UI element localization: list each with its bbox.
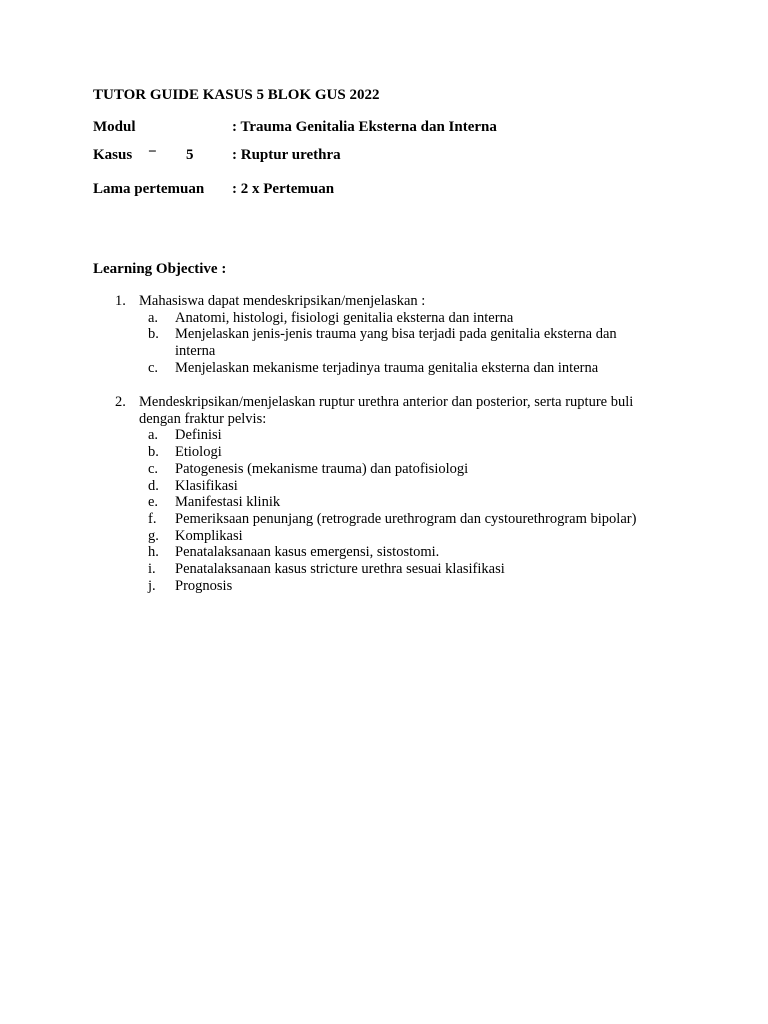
objective-2 (115, 394, 675, 604)
list-item-letter: j. (148, 577, 156, 594)
meta-row-modul (93, 119, 693, 139)
list-item (148, 310, 668, 327)
objective-number: 1. (115, 293, 126, 309)
meta-label-modul: Modul (93, 119, 136, 135)
list-item-text: Klasifikasi (175, 477, 238, 494)
list-item-letter: b. (148, 326, 159, 343)
list-item-text: Menjelaskan mekanisme terjadinya trauma genitalia eksterna dan interna (175, 359, 599, 376)
objective-number: 2. (115, 394, 126, 410)
meta-row-lama (93, 181, 693, 201)
meta-label-kasus: Kasus (93, 147, 133, 163)
list-item-text: Penatalaksanaan kasus stricture urethra sesuai klasifikasi (175, 561, 505, 578)
learning-objective-heading: Learning Objective : (93, 261, 227, 277)
list-item (148, 326, 668, 359)
objective-1 (115, 293, 675, 383)
list-item-text: Komplikasi (175, 527, 243, 544)
list-item (148, 494, 668, 511)
meta-value-lama: : 2 x Pertemuan (232, 181, 335, 197)
list-item-letter: h. (148, 544, 159, 561)
meta-dash-kasus: − (148, 144, 157, 160)
objective-text: Mahasiswa dapat mendeskripsikan/menjelaskan : (139, 293, 426, 309)
list-item-letter: d. (148, 477, 159, 494)
meta-number-kasus: 5 (186, 147, 194, 163)
list-item-text: Anatomi, histologi, fisiologi genitalia eksterna dan interna (175, 309, 514, 326)
list-item-letter: b. (148, 444, 159, 461)
list-item (148, 578, 668, 595)
list-item (148, 478, 668, 495)
list-item-text: Etiologi (175, 444, 222, 461)
objective-2-sub-list (148, 427, 668, 594)
list-item (148, 427, 668, 444)
meta-value-modul: : Trauma Genitalia Eksterna dan Interna (232, 119, 497, 135)
list-item-text: Prognosis (175, 577, 233, 594)
list-item (148, 528, 668, 545)
list-item (148, 511, 668, 528)
list-item-letter: f. (148, 510, 157, 527)
objective-text: Mendeskripsikan/menjelaskan ruptur urethra anterior dan posterior, serta rupture buli dengan fraktur pelvis: (139, 394, 634, 427)
list-item-letter: a. (148, 427, 159, 444)
objective-1-sub-list (148, 310, 668, 377)
list-item-letter: i. (148, 561, 156, 578)
list-item (148, 544, 668, 561)
list-item (148, 360, 668, 377)
meta-value-kasus: : Ruptur urethra (232, 147, 341, 163)
list-item-text: Pemeriksaan penunjang (retrograde urethrogram dan cystourethrogram bipolar) (175, 510, 637, 527)
list-item-text: Manifestasi klinik (175, 494, 281, 511)
list-item-text: Penatalaksanaan kasus emergensi, sistostomi. (175, 544, 440, 561)
document-title: TUTOR GUIDE KASUS 5 BLOK GUS 2022 (93, 87, 380, 103)
list-item (148, 561, 668, 578)
list-item-letter: e. (148, 494, 159, 511)
list-item-letter: c. (148, 359, 159, 376)
list-item-text: Definisi (175, 427, 222, 444)
list-item-text: Menjelaskan jenis-jenis trauma yang bisa terjadi pada genitalia eksterna dan interna (175, 326, 617, 360)
list-item-letter: g. (148, 527, 159, 544)
list-item-letter: a. (148, 309, 159, 326)
list-item (148, 461, 668, 478)
meta-row-kasus (93, 144, 693, 167)
list-item-text: Patogenesis (mekanisme trauma) dan patofisiologi (175, 460, 469, 477)
list-item-letter: c. (148, 460, 159, 477)
meta-label-lama: Lama pertemuan (93, 181, 205, 197)
list-item (148, 444, 668, 461)
